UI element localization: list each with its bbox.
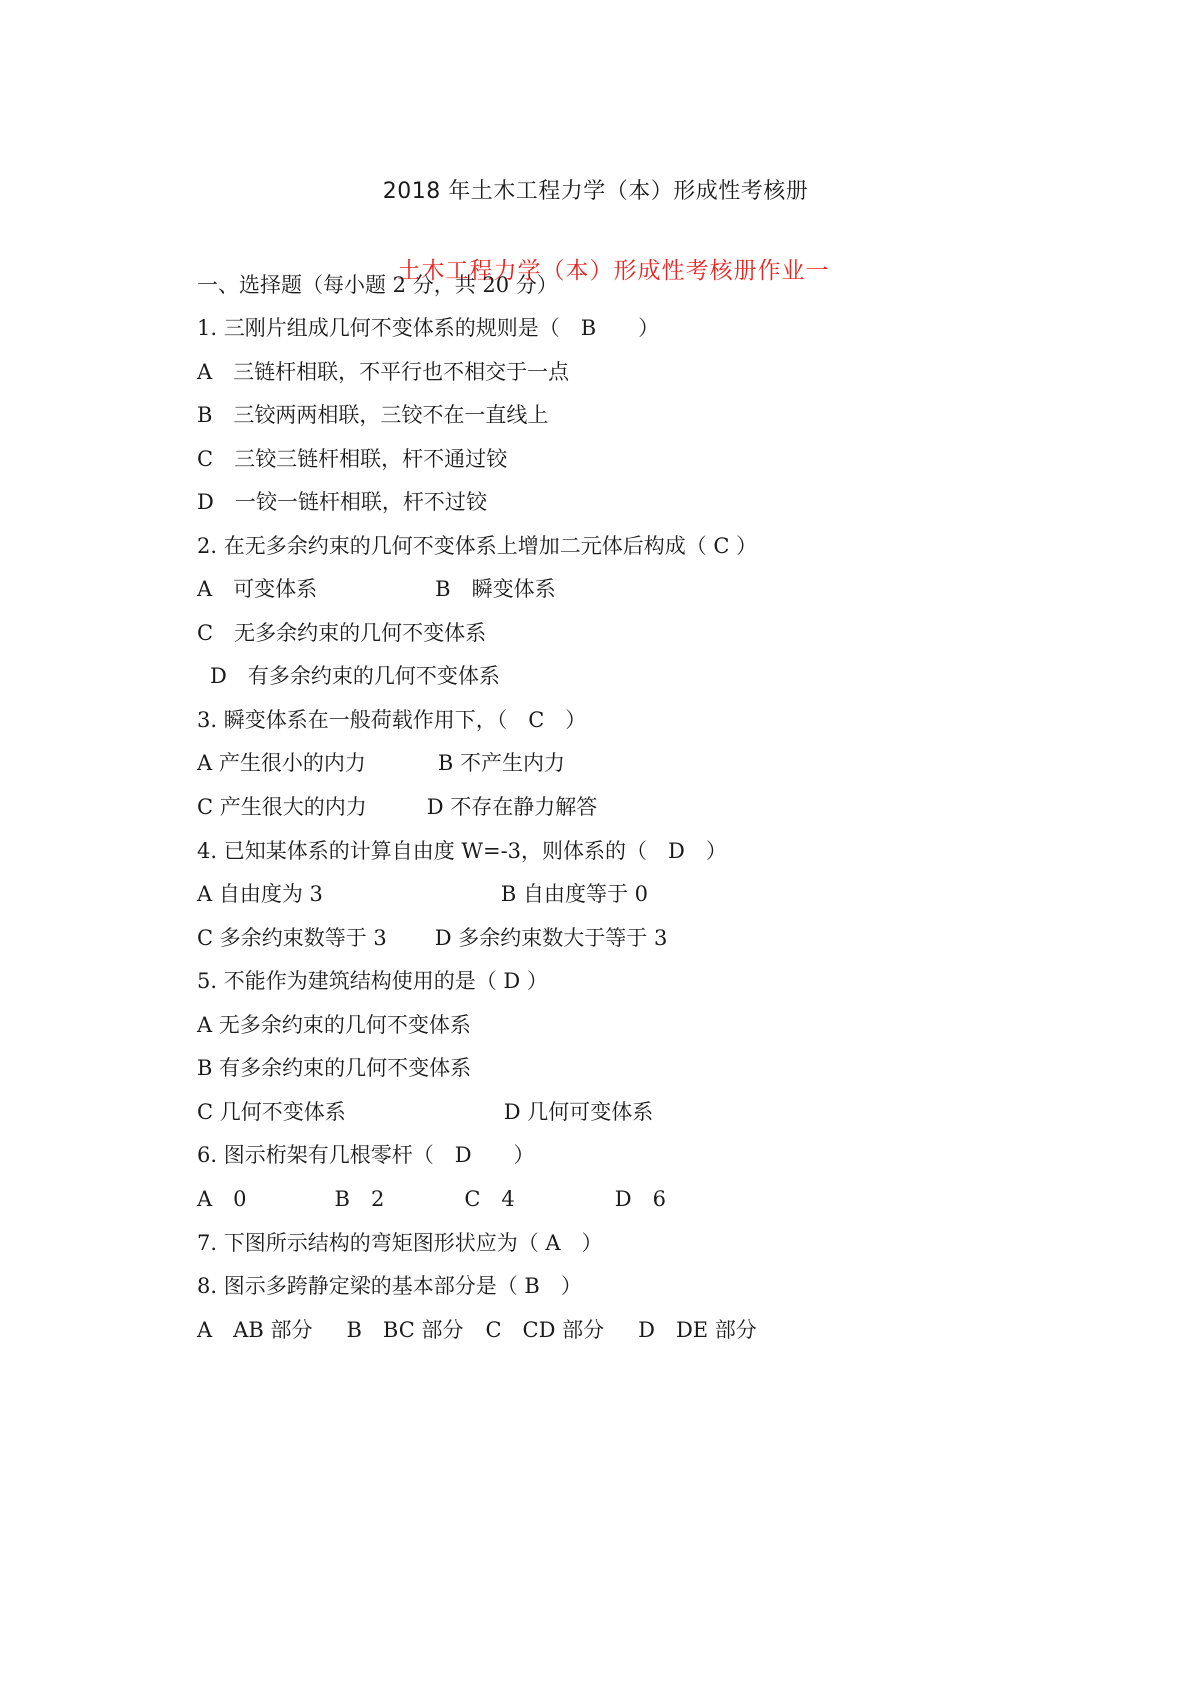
question-8-option-c: C CD 部分	[485, 1318, 605, 1342]
question-5-option-d: D 几何可变体系	[503, 1100, 654, 1124]
assignment-subtitle: 土木工程力学（本）形成性考核册作业一	[397, 258, 830, 284]
question-8-option-b: B BC 部分	[346, 1318, 464, 1342]
question-4-options-cd	[197, 928, 667, 949]
question-2-option-d: D 有多余约束的几何不变体系	[210, 664, 500, 688]
question-3-options-cd	[197, 797, 597, 818]
question-2-option-c: C 无多余约束的几何不变体系	[197, 621, 487, 645]
question-6-option-c: C 4	[464, 1187, 515, 1211]
question-1-option-d: D 一铰一链杆相联，杆不过铰	[197, 490, 487, 514]
question-2-stem: 2. 在无多余约束的几何不变体系上增加二元体后构成（ C ）	[197, 534, 758, 558]
question-4-option-a: A 自由度为 3	[197, 882, 323, 906]
question-3-option-c: C 产生很大的内力	[197, 795, 367, 819]
question-6-stem: 6. 图示桁架有几根零杆（ D ）	[197, 1143, 535, 1167]
question-3-options-ab	[197, 753, 565, 774]
question-8-option-a: A AB 部分	[197, 1318, 313, 1342]
question-2-options-ab	[197, 579, 556, 600]
question-4-stem: 4. 已知某体系的计算自由度 W=-3，则体系的（ D ）	[197, 839, 727, 863]
question-7-stem: 7. 下图所示结构的弯矩图形状应为（ A ）	[197, 1231, 603, 1255]
question-4-options-ab	[197, 884, 648, 905]
question-3-option-b: B 不产生内力	[437, 751, 565, 775]
question-6-option-a: A 0	[197, 1187, 247, 1211]
question-4-option-d: D 多余约束数大于等于 3	[434, 926, 668, 950]
question-1-option-b: B 三铰两两相联，三铰不在一直线上	[197, 403, 549, 427]
question-4-option-b: B 自由度等于 0	[500, 882, 649, 906]
question-5-options-cd	[197, 1102, 653, 1123]
question-3-stem: 3. 瞬变体系在一般荷载作用下，（ C ）	[197, 708, 587, 732]
question-6-option-b: B 2	[334, 1187, 385, 1211]
section-heading: 一、选择题（每小题 2 分，共 20 分）	[197, 273, 558, 297]
question-2-option-a: A 可变体系	[197, 577, 318, 601]
question-8-option-d: D DE 部分	[638, 1318, 757, 1342]
question-6-option-d: D 6	[614, 1187, 666, 1211]
question-2-option-b: B 瞬变体系	[435, 577, 556, 601]
question-8-stem: 8. 图示多跨静定梁的基本部分是（ B ）	[197, 1274, 582, 1298]
question-5-stem: 5. 不能作为建筑结构使用的是（ D ）	[197, 969, 548, 993]
question-1-option-a: A 三链杆相联，不平行也不相交于一点	[197, 360, 570, 384]
question-3-option-d: D 不存在静力解答	[426, 795, 598, 819]
question-6-options	[197, 1189, 666, 1210]
question-5-option-a: A 无多余约束的几何不变体系	[197, 1013, 471, 1037]
question-5-option-c: C 几何不变体系	[197, 1100, 346, 1124]
document-title: 2018 年土木工程力学（本）形成性考核册	[382, 179, 809, 204]
question-1-option-c: C 三铰三链杆相联，杆不通过铰	[197, 447, 508, 471]
question-4-option-c: C 多余约束数等于 3	[197, 926, 387, 950]
question-8-options	[197, 1320, 757, 1341]
question-3-option-a: A 产生很小的内力	[197, 751, 366, 775]
question-5-option-b: B 有多余约束的几何不变体系	[197, 1056, 472, 1080]
question-1-stem: 1. 三刚片组成几何不变体系的规则是（ B ）	[197, 316, 660, 340]
